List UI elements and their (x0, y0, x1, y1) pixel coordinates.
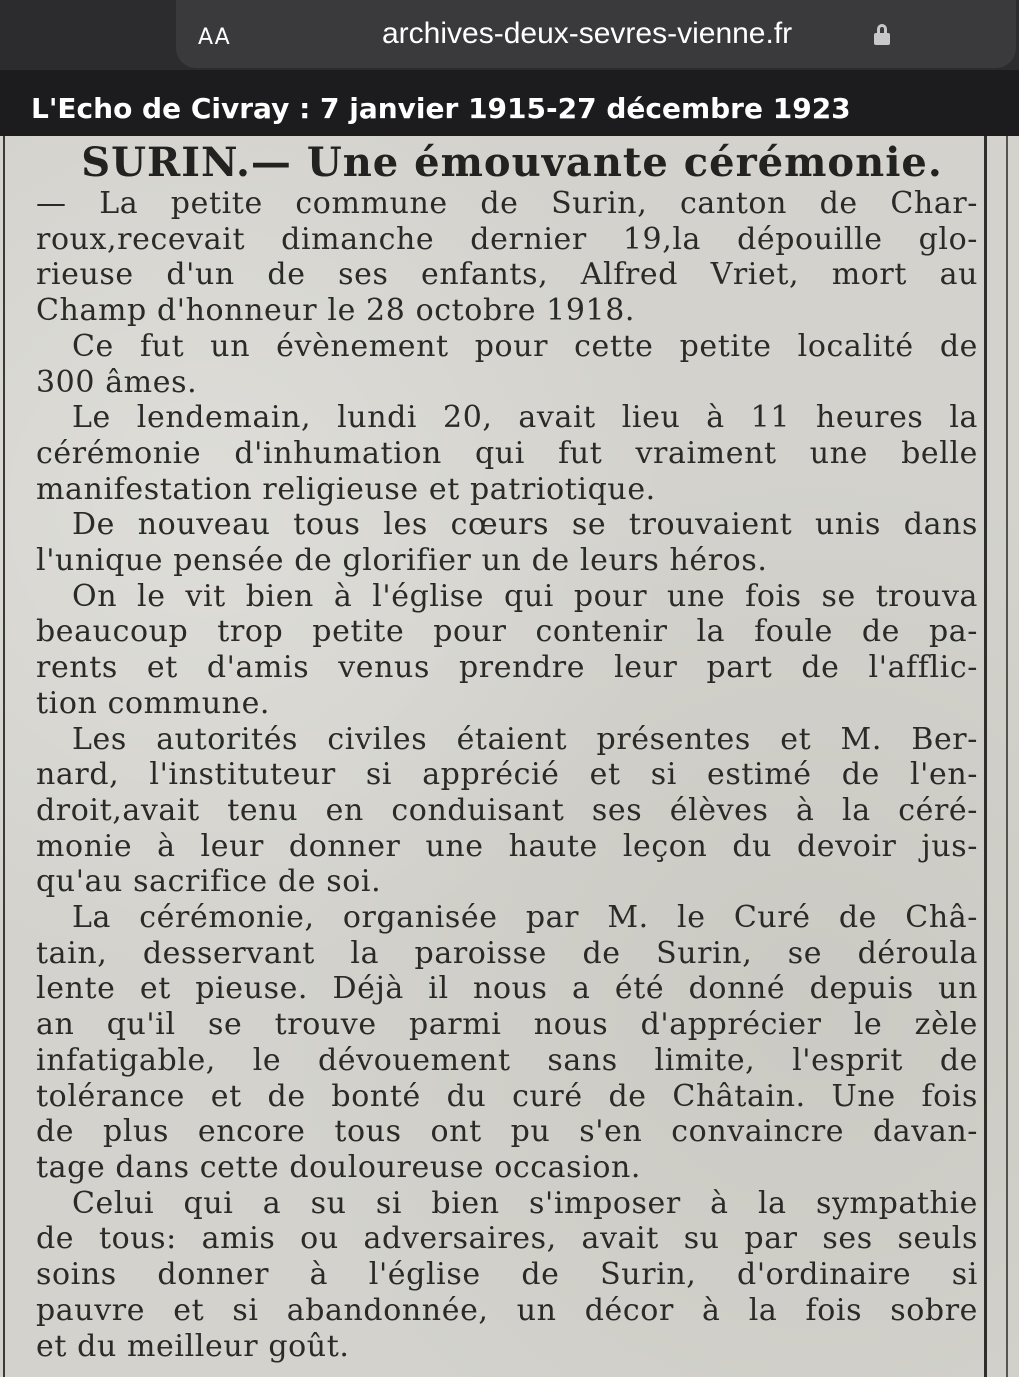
article-line: 300 âmes. (36, 364, 198, 400)
article-line: an qu'il se trouve parmi nous d'apprécier le zèle (36, 1007, 978, 1043)
article-line: Ce fut un évènement pour cette petite localité de (72, 328, 978, 364)
article-line: manifestation religieuse et patriotique. (36, 471, 656, 507)
column-rule-outer (1006, 136, 1008, 1377)
article-line: infatigable, le dévouement sans limite, l'esprit de (36, 1042, 978, 1078)
column-rule-right (984, 136, 987, 1377)
article-line: tolérance et de bonté du curé de Châtain. Une fois (36, 1078, 978, 1114)
column-rule-left (3, 136, 5, 1377)
article-line: Celui qui a su si bien s'imposer à la sympathie (72, 1185, 978, 1221)
url-text[interactable]: archives-deux-sevres-vienne.fr (382, 17, 793, 50)
article-line: soins donner à l'église de Surin, d'ordinaire si (36, 1257, 978, 1293)
article-line: On le vit bien à l'église qui pour une fois se trouva (72, 578, 978, 614)
article-line: pauvre et si abandonnée, un décor à la fois sobre (36, 1292, 978, 1328)
page-title: L'Echo de Civray : 7 janvier 1915-27 décembre 1923 (31, 92, 851, 125)
article-body (36, 186, 978, 1364)
article-line: beaucoup trop petite pour contenir la foule de pa- (36, 614, 978, 650)
address-bar[interactable] (176, 0, 1016, 68)
article-line: droit,avait tenu en conduisant ses élèves à la céré- (36, 792, 978, 828)
article-line: nard, l'instituteur si apprécié et si estimé de l'en- (36, 757, 978, 793)
article-line: La cérémonie, organisée par M. le Curé de Châ- (72, 900, 978, 936)
page-title-bar (0, 70, 1019, 136)
article-line: de tous: amis ou adversaires, avait su par ses seuls (36, 1221, 978, 1257)
article-line: tage dans cette douloureuse occasion. (36, 1149, 642, 1185)
article (36, 140, 978, 1364)
lock-icon (874, 24, 890, 44)
article-line: qu'au sacrifice de soi. (36, 864, 382, 900)
article-line: Champ d'honneur le 28 octobre 1918. (36, 293, 636, 329)
browser-toolbar (0, 0, 1019, 70)
article-line: tion commune. (36, 685, 271, 721)
article-line: De nouveau tous les cœurs se trouvaient unis dans (72, 507, 978, 543)
article-line: — La petite commune de Surin, canton de Char- (36, 186, 978, 221)
reader-settings-button[interactable] (198, 17, 231, 52)
article-line: de plus encore tous ont pu s'en convaincre davan- (36, 1114, 978, 1150)
article-line: rieuse d'un de ses enfants, Alfred Vriet, mort au (36, 257, 978, 293)
article-line: monie à leur donner une haute leçon du devoir jus- (36, 828, 978, 864)
article-headline: SURIN.— Une émouvante cérémonie. (81, 139, 943, 186)
reader-settings-label: AA (198, 25, 231, 50)
article-line: roux,recevait dimanche dernier 19,la dépouille glo- (36, 221, 978, 257)
newspaper-scan[interactable] (0, 136, 1019, 1377)
article-line: l'unique pensée de glorifier un de leurs héros. (36, 543, 768, 579)
article-line: cérémonie d'inhumation qui fut vraiment une belle (36, 435, 978, 471)
article-line: tain, desservant la paroisse de Surin, se déroula (36, 935, 978, 971)
article-line: lente et pieuse. Déjà il nous a été donné depuis un (36, 971, 978, 1007)
article-line: rents et d'amis venus prendre leur part de l'afflic- (36, 650, 978, 686)
article-line: Le lendemain, lundi 20, avait lieu à 11 heures la (72, 400, 978, 436)
article-line: Les autorités civiles étaient présentes et M. Ber- (72, 721, 978, 757)
article-line: et du meilleur goût. (36, 1328, 350, 1364)
